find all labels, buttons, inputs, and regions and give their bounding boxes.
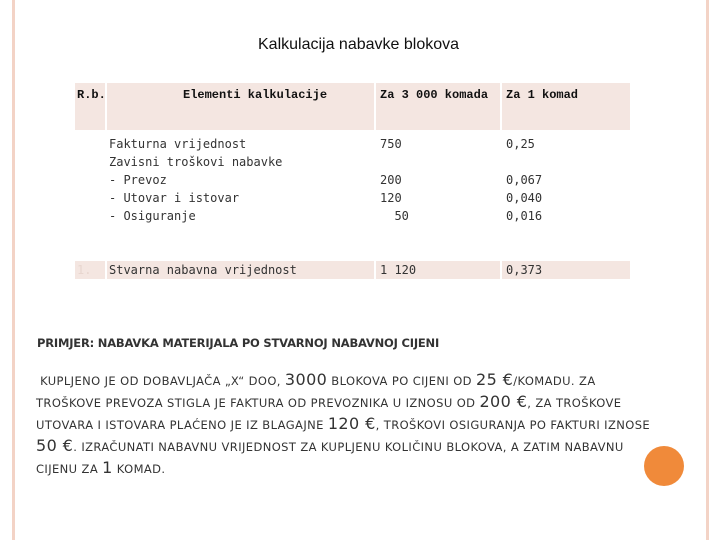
row-label: Fakturna vrijednost <box>109 137 247 151</box>
number-span: 3000 <box>284 370 328 389</box>
text-span: BLOKOVA PO CIJENI OD <box>327 374 476 388</box>
number-span: 1 <box>102 458 113 477</box>
row-label: - Utovar i istovar <box>109 191 240 205</box>
number-span: 120 € <box>327 414 376 433</box>
header-elements: Elementi kalkulacije <box>183 88 328 102</box>
text-span: TROŠKOVE PREVOZA STIGLA JE FAKTURA OD PREVOZNIKA U IZNOSU OD <box>36 396 480 410</box>
example-paragraph <box>36 370 696 480</box>
number-span: 50 € <box>36 436 74 455</box>
row-unit-value: 0,25 <box>506 137 535 151</box>
total-row-total: 1 120 <box>380 263 417 277</box>
text-span: UTOVARA I ISTOVARA PLAĆENO JE IZ BLAGAJNE <box>36 418 328 432</box>
header-total: Za 3 000 komada <box>380 88 489 102</box>
total-row-label: Stvarna nabavna vrijednost <box>109 263 297 277</box>
row-total-value: 120 <box>380 191 402 205</box>
left-decorative-line <box>12 0 15 540</box>
page-title: Kalkulacija nabavke blokova <box>258 36 460 53</box>
right-decorative-line <box>706 0 709 540</box>
row-label: Zavisni troškovi nabavke <box>109 155 283 169</box>
text-span: . IZRAČUNATI NABAVNU VRIJEDNOST ZA KUPLJENU KOLIČINU BLOKOVA, A ZATIM NABAVNU <box>73 440 624 454</box>
total-row-unit: 0,373 <box>506 263 543 277</box>
header-rb: R.b. <box>77 88 106 102</box>
paragraph-line <box>36 458 696 480</box>
text-span: KUPLJENO JE OD DOBAVLJAČA „X“ DOO, <box>40 374 285 388</box>
text-span: CIJENU ZA <box>36 462 103 476</box>
number-span: 25 € <box>476 370 514 389</box>
paragraph-line <box>36 392 696 414</box>
row-total-value: 750 <box>380 137 402 151</box>
row-unit-value: 0,016 <box>506 209 543 223</box>
calculation-table <box>75 83 630 279</box>
column-divider <box>500 83 502 279</box>
row-label: - Osiguranje <box>109 209 196 223</box>
paragraph-line <box>36 370 696 392</box>
example-heading: PRIMJER: NABAVKA MATERIJALA PO STVARNOJ NABAVNOJ CIJENI <box>37 336 440 350</box>
text-span: KOMAD. <box>112 462 166 476</box>
decorative-orange-circle <box>644 446 684 486</box>
paragraph-line <box>36 436 696 458</box>
row-label: - Prevoz <box>109 173 167 187</box>
row-total-value: 200 <box>380 173 402 187</box>
text-span: , TROŠKOVI OSIGURANJA PO FAKTURI IZNOSE <box>375 418 651 432</box>
row-unit-value: 0,040 <box>506 191 543 205</box>
number-span: 200 € <box>479 392 528 411</box>
text-span: , ZA TROŠKOVE <box>527 396 622 410</box>
row-unit-value: 0,067 <box>506 173 543 187</box>
row-total-value: 50 <box>380 209 409 223</box>
text-span: /KOMADU. ZA <box>513 374 596 388</box>
column-divider <box>105 83 107 279</box>
total-row-rb: 1. <box>77 263 92 277</box>
paragraph-line <box>36 414 696 436</box>
column-divider <box>374 83 376 279</box>
header-unit: Za 1 komad <box>506 88 579 102</box>
